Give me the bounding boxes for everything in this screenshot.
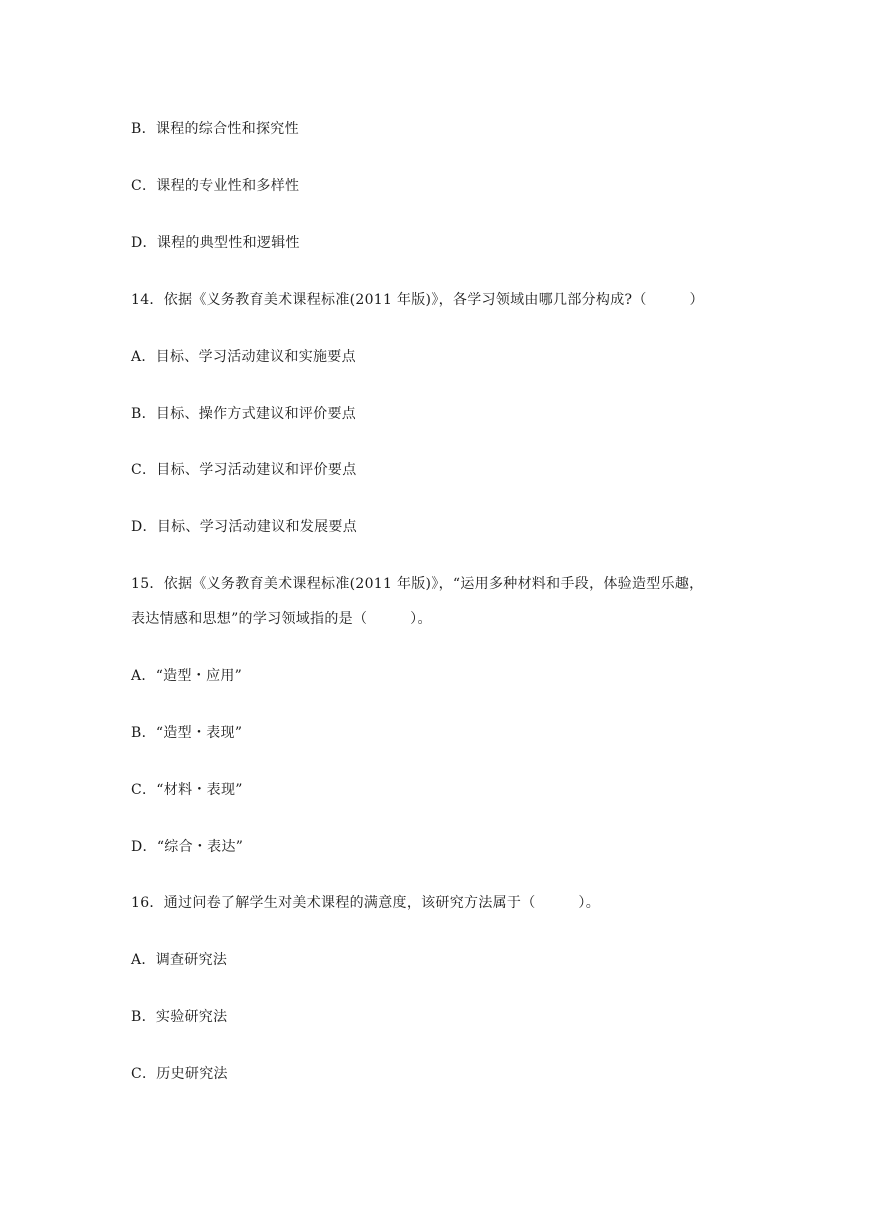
q15-option-b: B．“造型・表现” <box>131 725 243 741</box>
q14-option-c: C．目标、学习活动建议和评价要点 <box>131 462 357 478</box>
q14-option-b: B．目标、操作方式建议和评价要点 <box>131 406 357 422</box>
q15-stem-line1: 15．依据《义务教育美术课程标准(2011 年版)》，“运用多种材料和手段，体验造型乐趣， <box>131 576 704 592</box>
q13-option-c: C．课程的专业性和多样性 <box>131 178 300 194</box>
q16-stem: 16．通过问卷了解学生对美术课程的满意度，该研究方法属于（ ）。 <box>131 895 601 911</box>
q16-option-b: B．实验研究法 <box>131 1009 228 1025</box>
q13-option-b: B．课程的综合性和探究性 <box>131 121 299 137</box>
q14-option-d: D．目标、学习活动建议和发展要点 <box>131 519 358 535</box>
q15-option-d: D．“综合・表达” <box>131 839 244 855</box>
q15-option-a: A．“造型・应用” <box>131 668 243 684</box>
q15-option-c: C．“材料・表现” <box>131 782 243 798</box>
q16-option-a: A．调查研究法 <box>131 952 228 968</box>
q14-option-a: A．目标、学习活动建议和实施要点 <box>131 349 356 365</box>
q15-stem-line2: 表达情感和思想”的学习领域指的是（ ）。 <box>131 611 432 627</box>
q14-stem: 14．依据《义务教育美术课程标准(2011 年版)》，各学习领域由哪几部分构成?（ ） <box>131 292 704 308</box>
q16-option-c: C．历史研究法 <box>131 1066 228 1082</box>
q13-option-d: D．课程的典型性和逻辑性 <box>131 235 300 251</box>
